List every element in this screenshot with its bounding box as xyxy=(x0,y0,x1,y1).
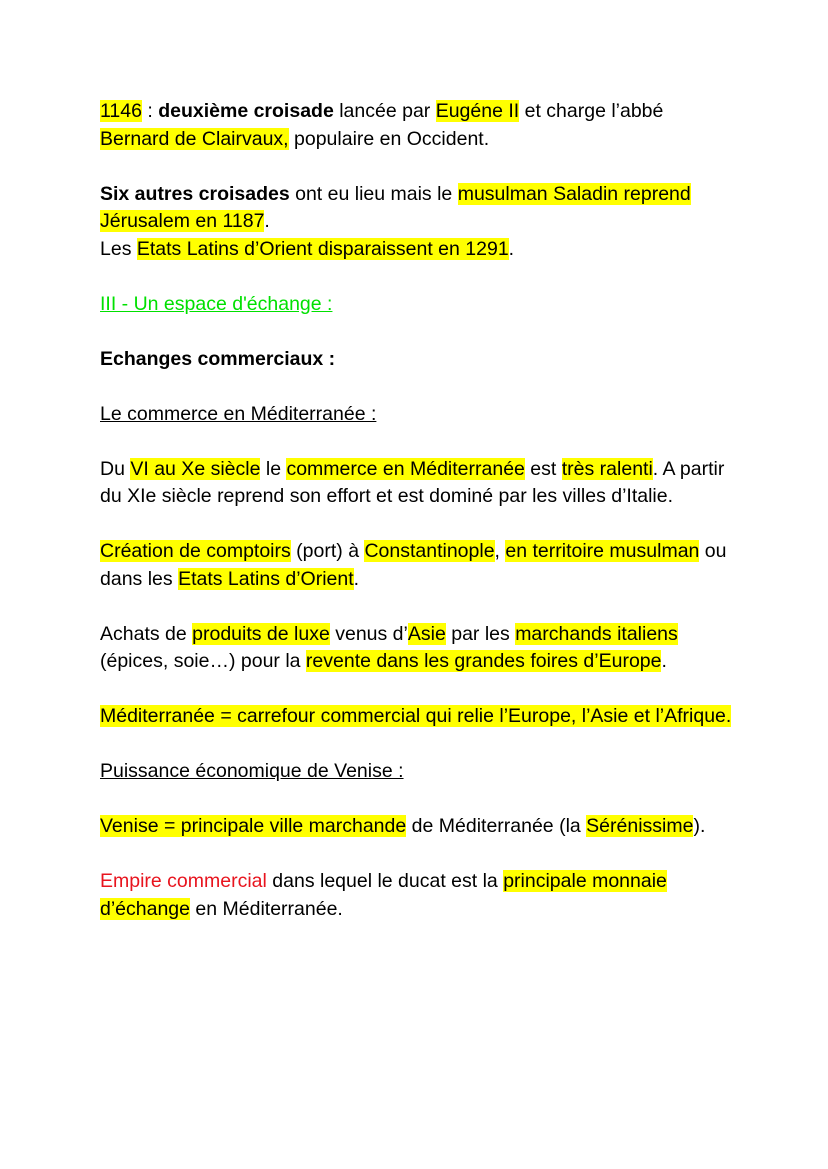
paragraph-carrefour xyxy=(100,703,740,731)
text: Les xyxy=(100,237,137,260)
text: dans lequel le ducat est la xyxy=(266,870,504,892)
text: . xyxy=(508,237,515,260)
topic-title: Le commerce en Méditerranée : xyxy=(100,402,377,425)
text: le xyxy=(260,457,287,480)
text: , xyxy=(494,540,506,562)
highlight: Bernard de Clairvaux, xyxy=(100,127,289,150)
red-text: Empire commercial xyxy=(100,870,267,892)
text: ). xyxy=(693,815,706,837)
document-page xyxy=(100,98,740,951)
text: : xyxy=(141,100,159,122)
bold-text: deuxième croisade xyxy=(158,100,334,122)
section-title: III - Un espace d'échange : xyxy=(100,292,333,315)
highlight: Etats Latins d’Orient disparaissent en 1291 xyxy=(136,237,509,260)
highlight: VI au Xe siècle xyxy=(130,457,261,480)
highlight: Méditerranée = carrefour commercial qui relie l’Europe, l’Asie et l’Afrique. xyxy=(100,705,732,727)
highlight: Sérénissime xyxy=(586,815,694,837)
text: populaire en Occident. xyxy=(288,127,490,150)
highlight: produits de luxe xyxy=(192,622,330,645)
text: (épices, soie…) pour la xyxy=(100,650,306,672)
highlight: principale monnaie d’échange xyxy=(100,870,667,920)
paragraph-deuxieme-croisade xyxy=(100,98,740,153)
text: . xyxy=(264,210,270,232)
text: lancée par xyxy=(333,100,436,122)
paragraph-comptoirs xyxy=(100,538,740,593)
text: en Méditerranée. xyxy=(190,897,343,920)
highlight: en territoire musulman xyxy=(505,540,700,562)
text: par les xyxy=(445,622,516,645)
highlight: 1146 xyxy=(100,100,142,122)
highlight: Asie xyxy=(407,622,446,645)
highlight: Eugéne II xyxy=(435,100,520,122)
text: ou dans les xyxy=(100,540,727,590)
topic-title: Puissance économique de Venise : xyxy=(100,760,404,782)
subsection-heading xyxy=(100,346,740,374)
text: est xyxy=(524,457,562,480)
highlight: revente dans les grandes foires d’Europe xyxy=(305,650,662,672)
text: Achats de xyxy=(100,622,193,645)
text: ont eu lieu mais le xyxy=(289,182,458,205)
text: venus d’ xyxy=(329,622,408,645)
highlight: Création de comptoirs xyxy=(100,540,291,562)
paragraph-six-croisades xyxy=(100,181,740,264)
bold-text: Six autres croisades xyxy=(100,182,290,205)
subsection-title: Echanges commerciaux : xyxy=(100,347,336,370)
highlight: très ralenti xyxy=(561,457,653,480)
text: de Méditerranée (la xyxy=(406,815,587,837)
paragraph-commerce xyxy=(100,456,740,511)
highlight: musulman Saladin reprend Jérusalem en 1187 xyxy=(100,182,691,232)
text: . xyxy=(661,650,667,672)
text: Du xyxy=(100,457,131,480)
text: et charge l’abbé xyxy=(519,100,664,122)
highlight: Venise = principale ville marchande xyxy=(100,815,407,837)
section-heading xyxy=(100,291,740,319)
paragraph-achats xyxy=(100,621,740,676)
highlight: Etats Latins d’Orient xyxy=(178,567,354,590)
topic-heading-venise xyxy=(100,758,740,786)
text: . xyxy=(353,567,360,590)
text: . A partir du XIe siècle reprend son effort et est dominé par les villes d’Italie. xyxy=(100,457,725,507)
paragraph-venise xyxy=(100,813,740,841)
highlight: Constantinople xyxy=(364,540,495,562)
text: (port) à xyxy=(290,540,365,562)
paragraph-empire xyxy=(100,868,740,923)
highlight: commerce en Méditerranée xyxy=(286,457,525,480)
highlight: marchands italiens xyxy=(515,622,678,645)
topic-heading xyxy=(100,401,740,429)
